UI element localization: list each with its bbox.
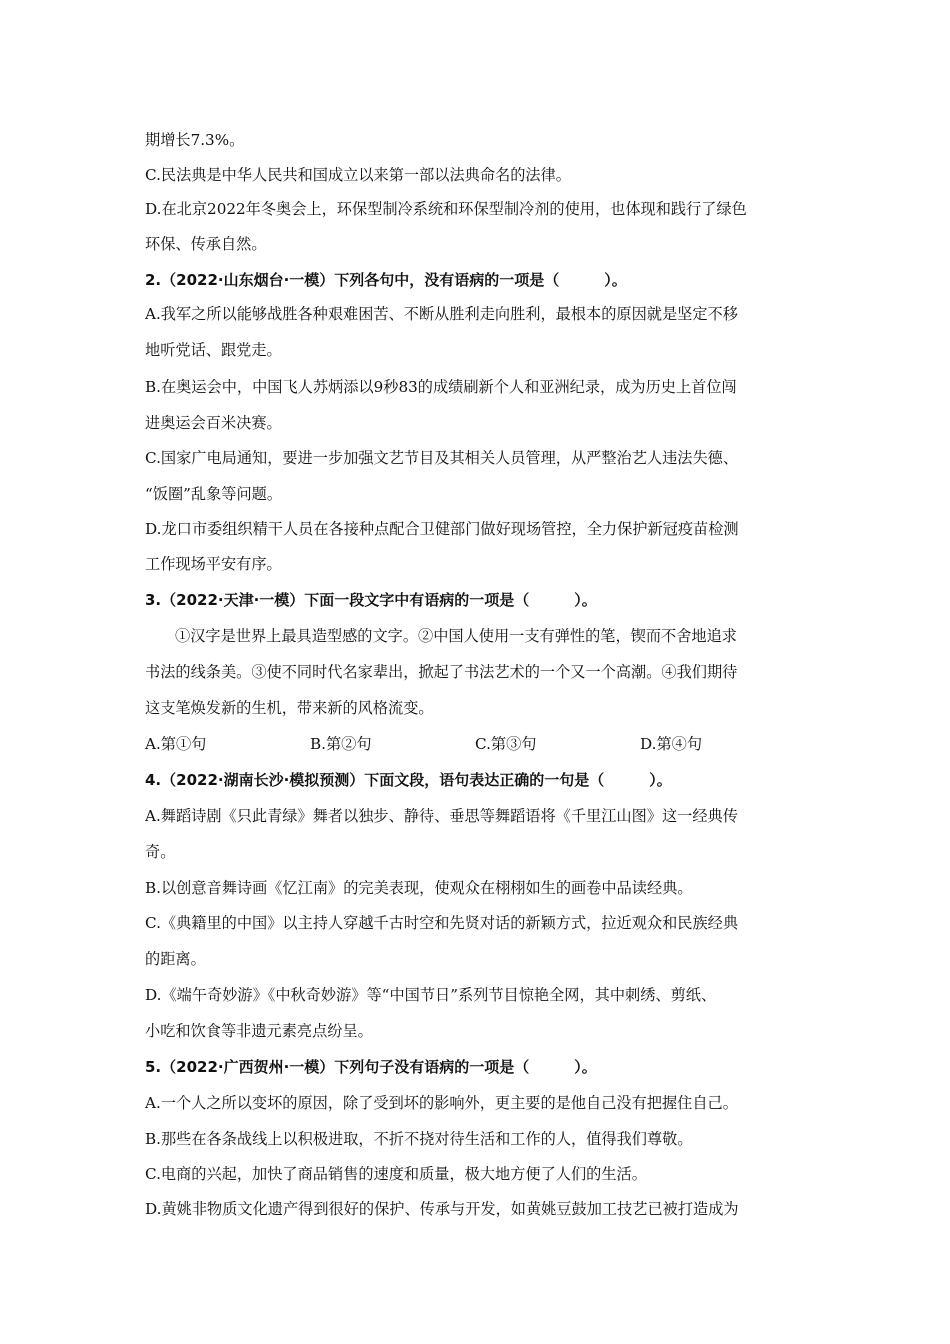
q2-option-d-line1: D.龙口市委组织精干人员在各接种点配合卫健部门做好现场管控，全力保护新冠疫苗检测 xyxy=(145,520,739,538)
q2-option-d-line2: 工作现场平安有序。 xyxy=(145,555,282,573)
q4-option-d-line1: D.《端午奇妙游》《中秋奇妙游》等“中国节日”系列节目惊艳全网，其中刺绣、剪纸、 xyxy=(145,986,717,1004)
q3-option-d: D.第④句 xyxy=(640,735,703,753)
q5-heading: 5.（2022·广西贺州·一模）下列句子没有语病的一项是（ ）。 xyxy=(145,1058,597,1076)
q1-option-d-line2: 环保、传承自然。 xyxy=(145,235,267,253)
q2-option-b-line1: B.在奥运会中，中国飞人苏炳添以9秒83的成绩刷新个人和亚洲纪录，成为历史上首位闯 xyxy=(145,378,737,396)
q3-passage-line2: 书法的线条美。③使不同时代名家辈出，掀起了书法艺术的一个又一个高潮。④我们期待 xyxy=(145,663,738,681)
q2-option-a-line2: 地听党话、跟党走。 xyxy=(145,341,282,359)
q3-option-c: C.第③句 xyxy=(475,735,537,753)
q2-heading: 2.（2022·山东烟台·一模）下列各句中，没有语病的一项是（ ）。 xyxy=(145,271,627,289)
q3-option-a: A.第①句 xyxy=(145,735,207,753)
q1-option-c: C.民法典是中华人民共和国成立以来第一部以法典命名的法律。 xyxy=(145,166,571,184)
q3-passage-line3: 这支笔焕发新的生机，带来新的风格流变。 xyxy=(145,699,434,717)
q2-option-c-line2: “饭圈”乱象等问题。 xyxy=(145,485,283,503)
q4-option-b: B.以创意音舞诗画《忆江南》的完美表现，使观众在栩栩如生的画卷中品读经典。 xyxy=(145,879,693,897)
q5-option-c: C.电商的兴起，加快了商品销售的速度和质量，极大地方便了人们的生活。 xyxy=(145,1165,647,1183)
q5-option-b: B.那些在各条战线上以积极进取，不折不挠对待生活和工作的人，值得我们尊敬。 xyxy=(145,1130,693,1148)
q4-option-a-line1: A.舞蹈诗剧《只此青绿》舞者以独步、静待、垂思等舞蹈语将《千里江山图》这一经典传 xyxy=(145,807,738,825)
q1-option-d-line1: D.在北京2022年冬奥会上，环保型制冷系统和环保型制冷剂的使用，也体现和践行了绿色 xyxy=(145,200,747,218)
q2-option-c-line1: C.国家广电局通知，要进一步加强文艺节目及其相关人员管理，从严整治艺人违法失德、 xyxy=(145,449,739,467)
q1-option-b-continuation: 期增长7.3%。 xyxy=(145,131,245,149)
q3-passage-line1: ①汉字是世界上最具造型感的文字。②中国人使用一支有弹性的笔，锲而不舍地追求 xyxy=(175,627,737,645)
q3-option-b: B.第②句 xyxy=(310,735,372,753)
q2-option-a-line1: A.我军之所以能够战胜各种艰难困苦、不断从胜利走向胜利，最根本的原因就是坚定不移 xyxy=(145,305,738,323)
q4-option-c-line1: C.《典籍里的中国》以主持人穿越千古时空和先贤对话的新颖方式，拉近观众和民族经典 xyxy=(145,914,739,932)
q5-option-d-line1: D.黄姚非物质文化遗产得到很好的保护、传承与开发，如黄姚豆鼓加工技艺已被打造成为 xyxy=(145,1200,739,1218)
q3-heading: 3.（2022·天津·一模）下面一段文字中有语病的一项是（ ）。 xyxy=(145,591,597,609)
q4-option-a-line2: 奇。 xyxy=(145,843,176,861)
q4-option-d-line2: 小吃和饮食等非遗元素亮点纷呈。 xyxy=(145,1022,373,1040)
q4-option-c-line2: 的距离。 xyxy=(145,950,206,968)
q4-heading: 4.（2022·湖南长沙·模拟预测）下面文段，语句表达正确的一句是（ ）。 xyxy=(145,771,672,789)
q5-option-a: A.一个人之所以变坏的原因，除了受到坏的影响外，更主要的是他自己没有把握住自己。 xyxy=(145,1094,738,1112)
q2-option-b-line2: 进奥运会百米决赛。 xyxy=(145,414,282,432)
